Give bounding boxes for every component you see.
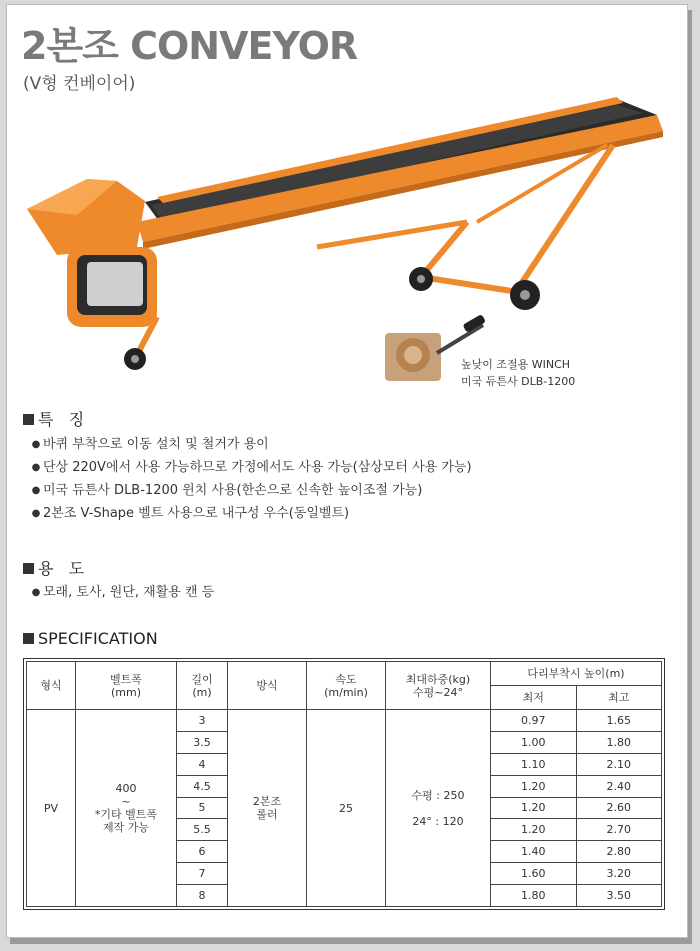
conveyor-photo [17, 97, 677, 397]
cell-length: 3 [177, 710, 228, 732]
cell-max: 3.20 [576, 863, 662, 885]
cell-max: 1.80 [576, 731, 662, 753]
cell-max: 2.70 [576, 819, 662, 841]
bullet-icon: ● [31, 485, 41, 496]
header-length: 길이 (m) [177, 662, 228, 710]
features-heading: 특 징 [23, 407, 84, 430]
header-belt-width: 벨트폭 (mm) [76, 662, 177, 710]
bullet-icon: ● [31, 508, 41, 519]
cell-max: 2.80 [576, 841, 662, 863]
table-row [27, 710, 662, 732]
bullet-icon: ● [31, 439, 41, 450]
cell-length: 7 [177, 863, 228, 885]
square-bullet-icon [23, 414, 34, 425]
cell-min: 1.40 [491, 841, 577, 863]
square-bullet-icon [23, 633, 34, 644]
cell-min: 1.20 [491, 797, 577, 819]
cell-min: 1.60 [491, 863, 577, 885]
cell-max-load: 수평 : 250 24° : 120 [386, 710, 491, 907]
cell-length: 5.5 [177, 819, 228, 841]
brochure-sheet [6, 4, 688, 938]
list-item: ● 단상 220V에서 사용 가능하므로 가정에서도 사용 가능(삼상모터 사용 가능) [29, 456, 472, 479]
cell-length: 8 [177, 885, 228, 907]
cell-speed: 25 [307, 710, 386, 907]
cell-min: 1.20 [491, 775, 577, 797]
cell-min: 1.20 [491, 819, 577, 841]
cell-length: 4 [177, 753, 228, 775]
header-leg-height: 다리부착시 높이(m) [491, 662, 662, 686]
list-item: ● 2본조 V-Shape 벨트 사용으로 내구성 우수(동일벨트) [29, 502, 472, 525]
page-subtitle: (V형 컨베이어) [23, 74, 136, 94]
cell-max: 3.50 [576, 885, 662, 907]
cell-length: 4.5 [177, 775, 228, 797]
spec-table-frame [23, 658, 665, 910]
header-max-load: 최대하중(kg) 수평~24° [386, 662, 491, 710]
bullet-icon: ● [31, 587, 41, 598]
list-item: ● 바퀴 부착으로 이동 설치 및 철거가 용이 [29, 433, 472, 456]
header-model: 형식 [27, 662, 76, 710]
header-max: 최고 [576, 686, 662, 710]
list-item: ● 모래, 토사, 원단, 재활용 캔 등 [29, 581, 214, 604]
page-title: 2본조 CONVEYOR [21, 24, 358, 68]
cell-max: 2.40 [576, 775, 662, 797]
cell-min: 1.10 [491, 753, 577, 775]
cell-min: 1.80 [491, 885, 577, 907]
cell-length: 6 [177, 841, 228, 863]
square-bullet-icon [23, 563, 34, 574]
cell-max: 2.10 [576, 753, 662, 775]
cell-min: 1.00 [491, 731, 577, 753]
cell-belt-width: 400 ~ *기타 벨트폭 제작 가능 [76, 710, 177, 907]
cell-min: 0.97 [491, 710, 577, 732]
header-method: 방식 [228, 662, 307, 710]
cell-max: 2.60 [576, 797, 662, 819]
features-list [29, 433, 472, 525]
winch-caption-line-2: 미국 듀튼사 DLB-1200 [461, 375, 576, 388]
cell-length: 3.5 [177, 731, 228, 753]
header-min: 최저 [491, 686, 577, 710]
cell-max: 1.65 [576, 710, 662, 732]
conveyor-frame [137, 115, 663, 242]
spec-heading: SPECIFICATION [23, 629, 158, 648]
header-speed: 속도 (m/min) [307, 662, 386, 710]
bullet-icon: ● [31, 462, 41, 473]
usage-list [29, 581, 214, 604]
winch-caption-line-1: 높낮이 조절용 WINCH [461, 358, 571, 371]
cell-length: 5 [177, 797, 228, 819]
winch-caption [461, 356, 575, 390]
cell-method: 2본조 롤러 [228, 710, 307, 907]
cell-model: PV [27, 710, 76, 907]
list-item: ● 미국 듀튼사 DLB-1200 윈치 사용(한손으로 신속한 높이조절 가능) [29, 479, 472, 502]
spec-table [26, 661, 662, 907]
usage-heading: 용 도 [23, 556, 84, 579]
